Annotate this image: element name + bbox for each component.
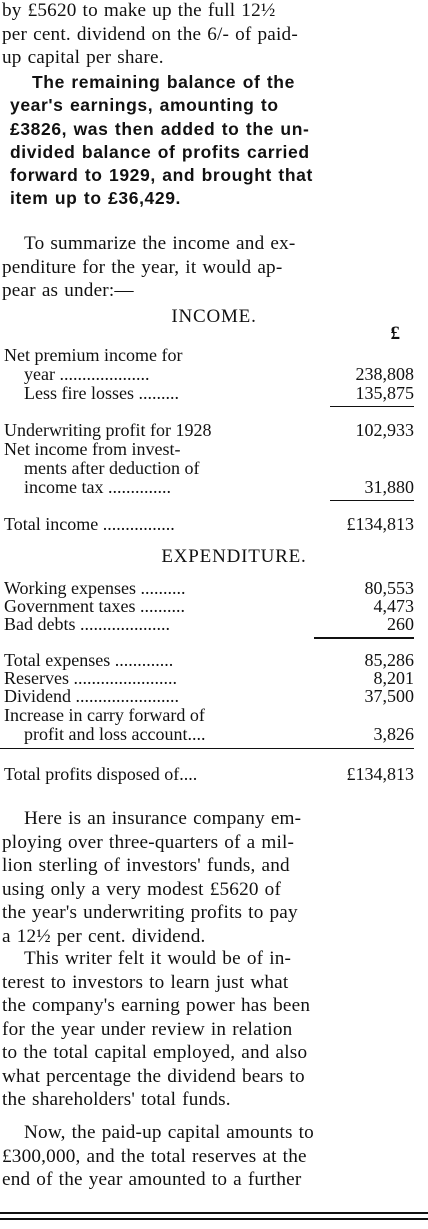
table-row [4,686,414,706]
para-line: what percentage the dividend bears to [2,1065,305,1087]
para-line: ploying over three-quarters of a mil- [2,831,295,853]
income-heading: INCOME. [171,306,257,327]
subtotal-rule [330,406,414,407]
table-row [4,420,414,440]
table-row [4,364,414,384]
para-line: using only a very modest £5620 of [2,878,282,900]
row-label: profit and loss account.... [24,724,206,744]
total-rule [0,748,414,749]
row-label: Net income from invest- [4,439,181,459]
row-label: Total expenses ............. [4,650,174,670]
summary-line: To summarize the income and ex- [24,233,296,254]
table-row [4,650,414,670]
insurance-paragraph [2,807,416,948]
table-row [4,578,414,598]
intro-paragraph [2,0,416,70]
row-value: 4,473 [373,596,414,616]
table-row [4,596,414,616]
row-label: Increase in carry forward of [4,705,205,725]
intro-line: by £5620 to make up the full 12½ [2,0,276,21]
bold-line: The remaining balance of the [32,72,295,92]
column-end-rule [0,1218,428,1220]
row-value: 238,808 [355,364,414,384]
para-line: Now, the paid-up capital amounts to [24,1122,314,1143]
row-value: 80,553 [364,578,414,598]
para-line: a 12½ per cent. dividend. [2,925,206,947]
para-line: £300,000, and the total reserves at the [2,1145,307,1167]
bold-line: divided balance of profits carried [10,141,310,162]
row-label: Total profits disposed of.... [4,764,198,784]
row-label: year .................... [24,364,150,384]
row-label: income tax .............. [24,477,171,497]
table-row [4,458,414,478]
row-value: £134,813 [346,764,414,784]
para-line: This writer felt it would be of in- [24,948,292,969]
para-line: Here is an insurance company em- [24,808,302,829]
summary-line: penditure for the year, it would ap- [2,256,283,278]
subtotal-rule [330,500,414,501]
row-label: Less fire losses ......... [24,383,179,403]
row-label: Total income ................ [4,514,175,534]
intro-line: per cent. dividend on the 6/- of paid- [2,23,298,45]
table-row [4,439,414,459]
table-row [4,345,414,365]
row-label: Government taxes .......... [4,596,185,616]
row-value: 8,201 [373,668,414,688]
para-line: for the year under review in relation [2,1018,293,1040]
row-value: 260 [387,614,414,634]
row-label: Bad debts .................... [4,614,170,634]
column-end-rule [0,1212,428,1214]
expenditure-heading: EXPENDITURE. [161,546,307,567]
para-line: the year's underwriting profits to pay [2,902,298,923]
row-value: 102,933 [355,420,414,440]
capital-paragraph [2,1121,416,1192]
row-label: Working expenses .......... [4,578,186,598]
row-label: Dividend ....................... [4,686,179,706]
row-value: 37,500 [364,686,414,706]
para-line: terest to investors to learn just what [2,971,289,993]
para-line: the company's earning power has been [2,995,311,1016]
table-row [4,614,414,634]
para-line: the shareholders' total funds. [2,1089,231,1110]
table-row [4,705,414,725]
row-value: £134,813 [346,514,414,534]
para-line: end of the year amounted to a further [2,1169,302,1190]
intro-line: up capital per share. [2,47,164,68]
bold-line: year's earnings, amounting to [10,95,279,116]
bold-line: £3826, was then added to the un- [10,118,310,139]
row-label: Reserves ....................... [4,668,177,688]
table-row [4,383,414,403]
row-label: ments after deduction of [24,458,200,478]
row-label: Net premium income for [4,345,183,365]
row-value: 31,880 [364,477,414,497]
bold-line: item up to £36,429. [10,188,181,209]
table-row [4,477,414,497]
row-label: Underwriting profit for 1928 [4,420,212,440]
bold-paragraph [10,71,412,211]
row-value: 85,286 [364,650,414,670]
summary-paragraph [2,232,416,303]
para-line: lion sterling of investors' funds, and [2,855,290,876]
summary-line: pear as under:— [2,280,134,301]
bold-line: forward to 1929, and brought that [10,165,313,186]
para-line: to the total capital employed, and also [2,1042,308,1063]
table-row [4,724,414,744]
currency-symbol: £ [390,323,400,344]
subtotal-rule [314,637,414,639]
writer-paragraph [2,947,416,1112]
table-row [4,764,414,784]
row-value: 135,875 [355,383,414,403]
row-value: 3,826 [373,724,414,744]
table-row [4,514,414,534]
table-row [4,668,414,688]
